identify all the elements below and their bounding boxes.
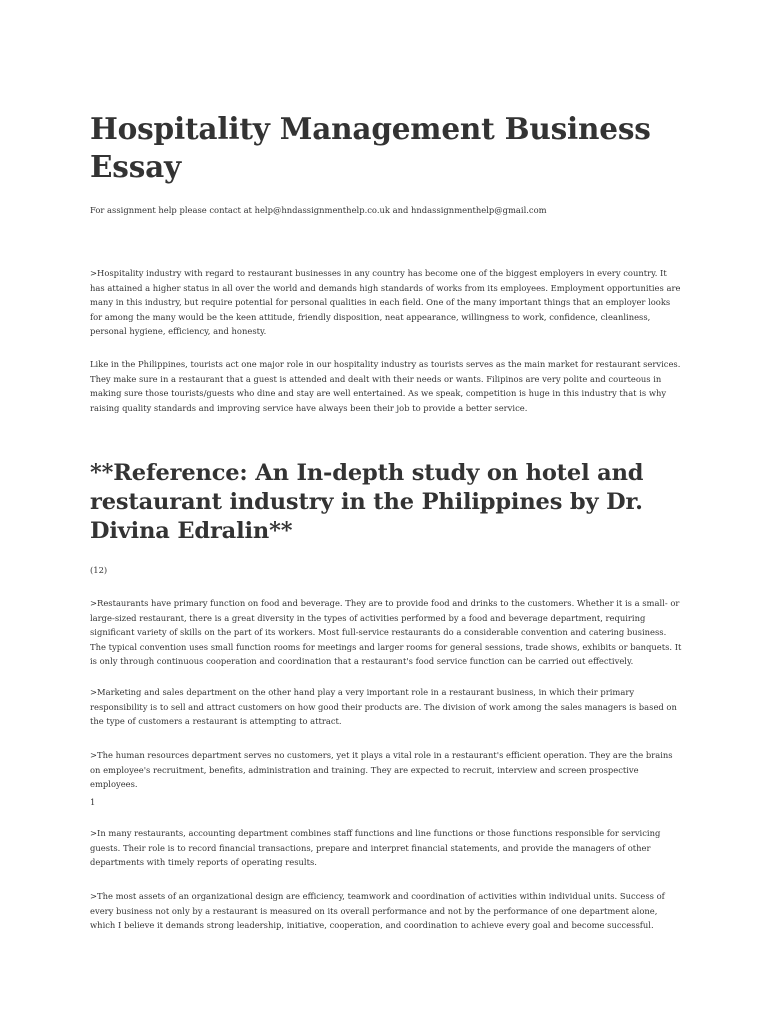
paragraph-accounting: >In many restaurants, accounting department combines staff functions and line functions or those functions responsible for servicing guests. Their role is to record financial transactions, prepare and interpret financial statements, and provide the managers of other departments with timely reports of operating results. (90, 828, 661, 868)
paragraph-philippines-tourists: Like in the Philippines, tourists act one major role in our hospitality industry as tourists serves as the main market for restaurant services. They make sure in a restaurant that a guest is attended and dealt with their needs or wants. Filipinos are very polite and courteous in making sure those tourists/guests who dine and stay are well entertained. As we speak, competition is huge in this industry that is why raising quality standards and improving service have always been their job to provide a better service. (90, 359, 681, 413)
paragraph-human-resources: >The human resources department serves no customers, yet it plays a vital role in a restaurant's efficient operation. They are the brains on employee's recruitment, benefits, administration and training. They are expected to recruit, interview and screen prospective employees. (90, 750, 673, 790)
paragraph-organizational-design: >The most assets of an organizational design are efficiency, teamwork and coordination of activities within individual units. Success of every business not only by a restaurant is measured on its overall performance and not by the performance of one department alone, which I believe it demands strong leadership, initiative, cooperation, and coordination to achieve every goal and become successful. (90, 891, 665, 931)
paragraph-marketing-sales: >Marketing and sales department on the other hand play a very important role in a restaurant business, in which their primary responsibility is to sell and attract customers on how good their products are. The division of work among the sales managers is based on the type of customers a restaurant is attempting to attract. (90, 687, 677, 727)
page-marker: (12) (90, 565, 108, 575)
document-title: Hospitality Management Business Essay (90, 111, 651, 184)
paragraph-hospitality-industry: >Hospitality industry with regard to restaurant businesses in any country has become one of the biggest employers in every country. It has attained a higher status in all over the world and demands high standards of works from its employees. Employment opportunities are many in this industry, but require potential for personal qualities in each field. One of the many important things that an employer looks for among the many would be the keen attitude, friendly disposition, neat appearance, willingness to work, confidence, cleanliness, personal hygiene, efficiency, and honesty. (90, 268, 681, 337)
footnote-marker: 1 (90, 797, 96, 807)
reference-heading: **Reference: An In-depth study on hotel and restaurant industry in the Philippines by Dr. Divina Edralin** (90, 460, 644, 544)
contact-line: For assignment help please contact at help@hndassignmenthelp.co.uk and hndassignmenthelp@gmail.com (90, 205, 547, 215)
paragraph-restaurants-function: >Restaurants have primary function on food and beverage. They are to provide food and drinks to the customers. Whether it is a small- or large-sized restaurant, there is a great diversity in the types of activities performed by a food and beverage department, requiring significant variety of skills on the part of its workers. Most full-service restaurants do a considerable convention and catering business. The typical convention uses small function rooms for meetings and larger rooms for general sessions, trade shows, exhibits or banquets. It is only through continuous cooperation and coordination that a restaurant's food service function can be carried out effectively. (90, 598, 682, 667)
